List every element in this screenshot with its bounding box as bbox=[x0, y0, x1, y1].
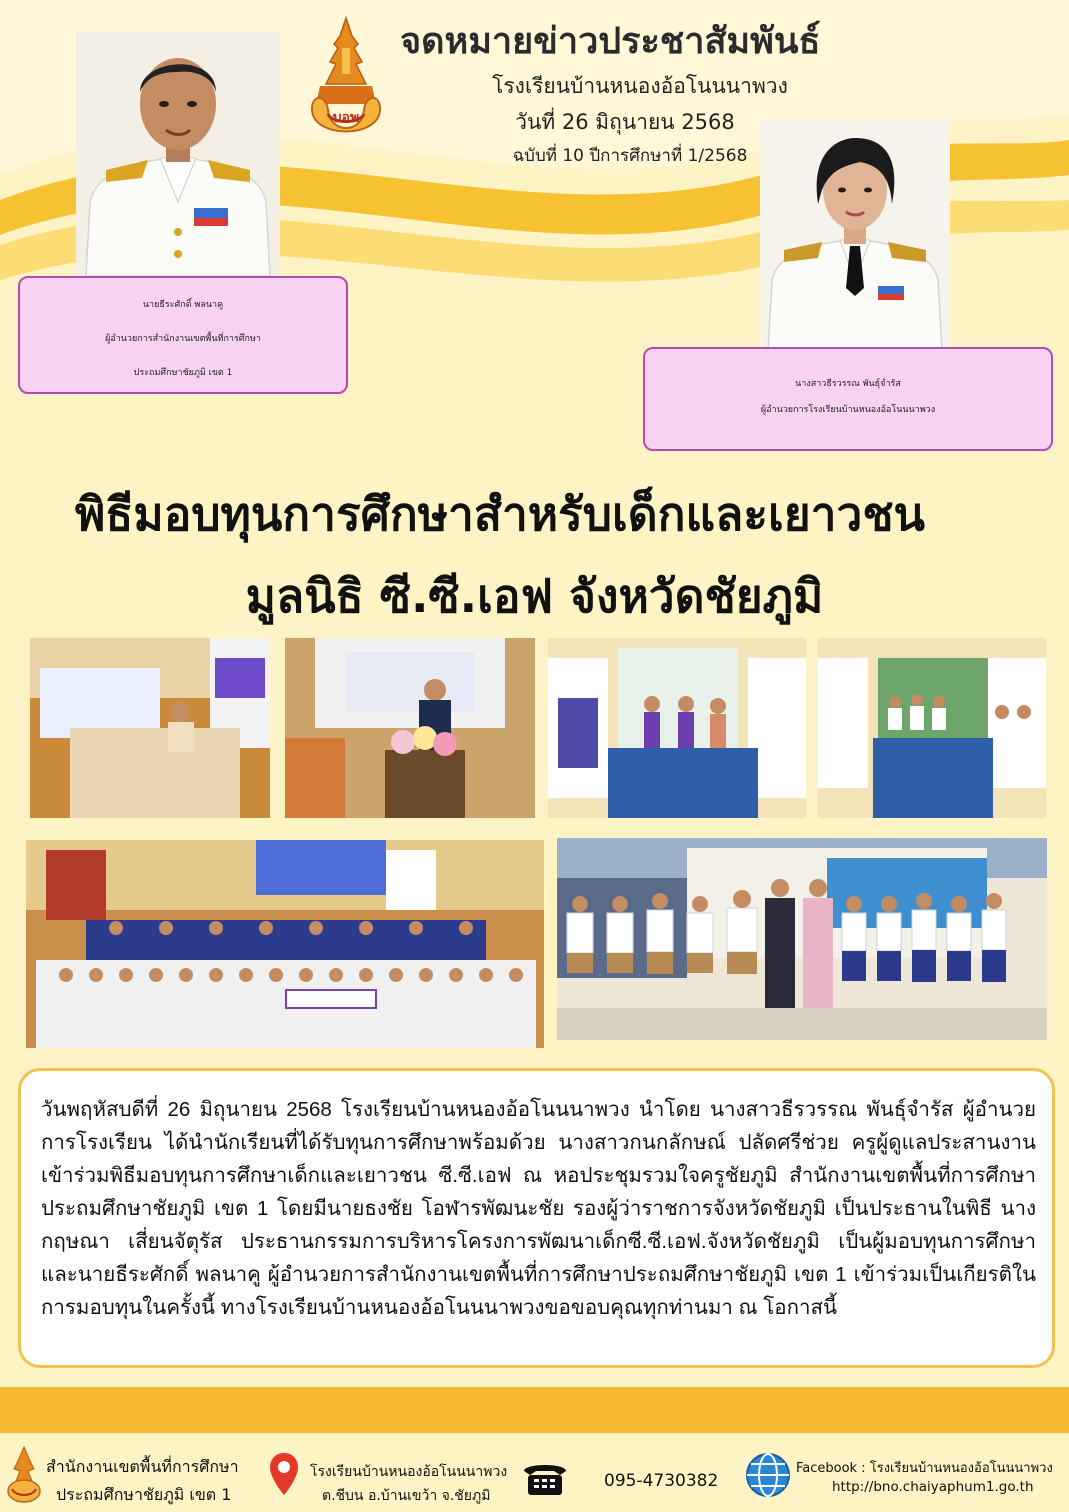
district-director-caption bbox=[18, 276, 348, 394]
school-director-position: ผู้อำนวยการโรงเรียนบ้านหนองอ้อโนนนาพวง bbox=[760, 405, 936, 415]
photo-speaker-at-table bbox=[30, 638, 270, 818]
obec-emblem-icon bbox=[4, 1445, 44, 1505]
globe-icon bbox=[744, 1451, 792, 1499]
school-emblem-icon bbox=[306, 14, 386, 144]
footer-office-line-2: ประถมศึกษาชัยภูมิ เขต 1 bbox=[56, 1485, 232, 1504]
photo-group-ceremony bbox=[26, 840, 544, 1048]
district-director-office: ประถมศึกษาชัยภูมิ เขต 1 bbox=[133, 368, 233, 378]
school-director-caption bbox=[643, 347, 1053, 451]
footer-address-line-2: ต.ชีบน อ.บ้านเขว้า จ.ชัยภูมิ bbox=[322, 1488, 491, 1504]
district-director-position: ผู้อำนวยการสำนักงานเขตพื้นที่การศึกษา bbox=[105, 334, 261, 344]
newsletter-title: จดหมายข่าวประชาสัมพันธ์ bbox=[400, 21, 821, 62]
photo-speaker-at-podium bbox=[285, 638, 535, 818]
portrait-school-director bbox=[760, 120, 950, 350]
headline-line-2: มูลนิธิ ซี.ซี.เอฟ จังหวัดชัยภูมิ bbox=[245, 569, 824, 623]
footer-office-line-1: สำนักงานเขตพื้นที่การศึกษา bbox=[46, 1457, 239, 1476]
footer bbox=[0, 1433, 1069, 1512]
district-director-name: นายธีระศักดิ์ พลนาคู bbox=[142, 300, 224, 310]
footer-band bbox=[0, 1387, 1069, 1433]
headline-line-1: พิธีมอบทุนการศึกษาสำหรับเด็กและเยาวชน bbox=[74, 487, 926, 541]
article-text-box bbox=[18, 1068, 1055, 1368]
svg-text:บอพ: บอพ bbox=[332, 110, 360, 126]
article-body: วันพฤหัสบดีที่ 26 มิถุนายน 2568 โรงเรียนบ้านหนองอ้อโนนนาพวง นำโดย นางสาวธีรวรรณ พันธุ์จำรัส ผู้อำนวยการโรงเรียน ได้นำนักเรียนที่ได้รับทุนการศึกษาพร้อมด้วย นางสาวกนกลักษณ์ ปลัดศรีช่วย ครูผู้ดูแลประสานงาน เข้าร่วมพิธีมอบทุนการศึกษาเด็กและเยาวชน ซี.ซี.เอฟ ณ หอประชุมรวมใจครูชัยภูมิ สำนักงานเขตพื้นที่การศึกษาประถมศึกษาชัยภูมิ เขต 1 โดยมีนายธงชัย โอฬารพัฒนะชัย รองผู้ว่าราชการจังหวัดชัยภูมิ เป็นประธานในพิธี นางกฤษณา เสี่ยนจัตุรัส ประธานกรรมการบริหารโครงการพัฒนาเด็กซี.ซี.เอฟ.จังหวัดชัยภูมิ เป็นผู้มอบทุนการศึกษา และนายธีระศักดิ์ พลนาคู ผู้อำนวยการสำนักงานเขตพื้นที่การศึกษาประถมศึกษาชัยภูมิ เขต 1 เข้าร่วมเป็นเกียรติในการมอบทุนในครั้งนี้ ทางโรงเรียนบ้านหนองอ้อโนนนาพวงขอขอบคุณทุกท่านมา ณ โอกาสนี้ bbox=[41, 1098, 1036, 1319]
location-pin-icon bbox=[268, 1451, 300, 1497]
school-director-name: นางสาวธีรวรรณ พันธุ์จำรัส bbox=[795, 379, 901, 389]
footer-website-link[interactable]: http://bno.chaiyaphum1.go.th bbox=[832, 1479, 1034, 1495]
portrait-district-director bbox=[76, 32, 280, 276]
photo-students-with-teachers bbox=[557, 838, 1047, 1040]
issue-number: ฉบับที่ 10 ปีการศึกษาที่ 1/2568 bbox=[512, 146, 748, 166]
footer-facebook[interactable]: Facebook : โรงเรียนบ้านหนองอ้อโนนนาพวง bbox=[796, 1461, 1053, 1476]
footer-phone: 095-4730382 bbox=[604, 1471, 719, 1491]
issue-date: วันที่ 26 มิถุนายน 2568 bbox=[515, 110, 735, 134]
photo-ccf-booth bbox=[548, 638, 806, 818]
footer-address-line-1: โรงเรียนบ้านหนองอ้อโนนนาพวง bbox=[310, 1464, 508, 1480]
photo-students-at-booth bbox=[818, 638, 1046, 818]
school-name: โรงเรียนบ้านหนองอ้อโนนนาพวง bbox=[492, 74, 788, 98]
telephone-icon bbox=[520, 1457, 570, 1497]
